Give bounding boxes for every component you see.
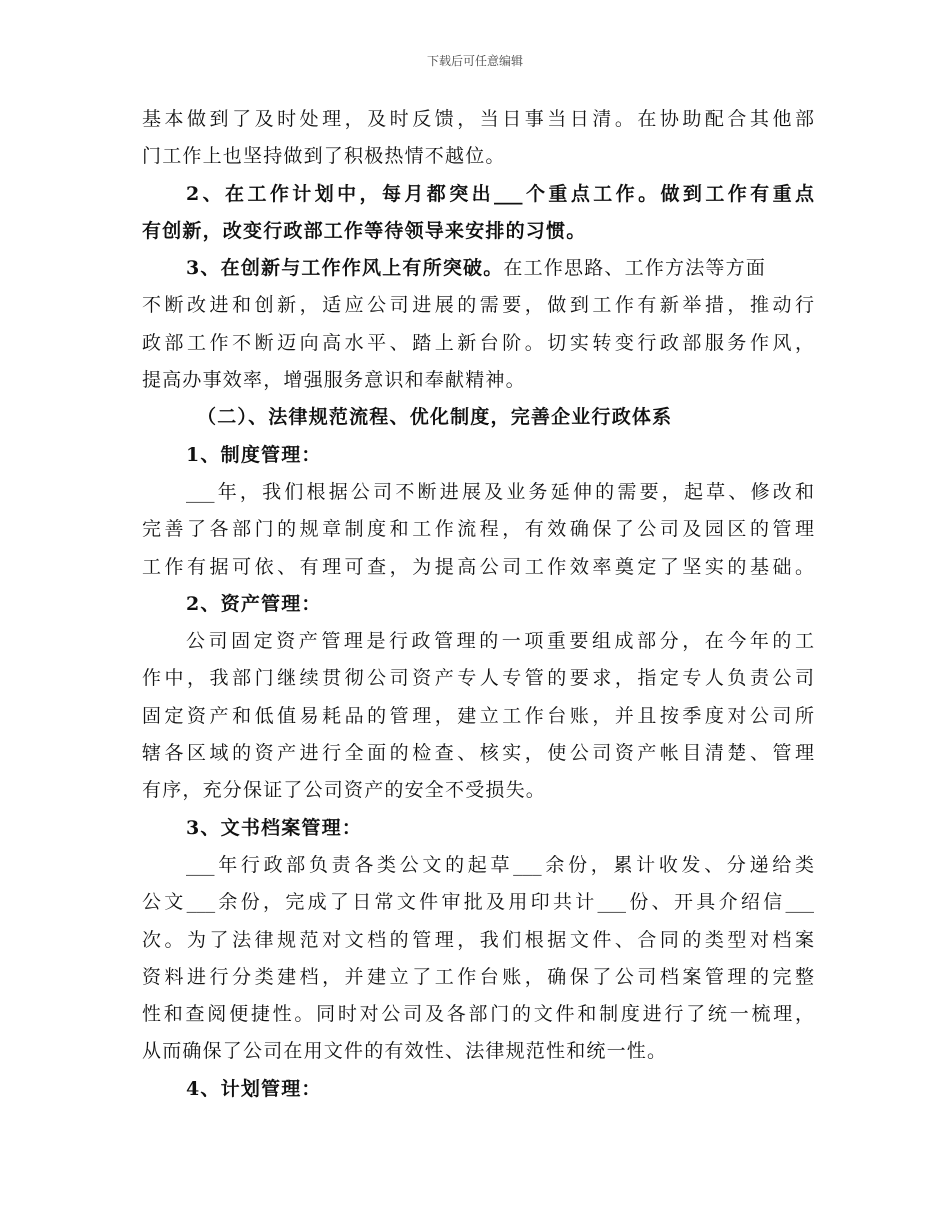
document-body [142,101,814,1108]
paragraph-line: 完善了各部门的规章制度和工作流程，有效确保了公司及园区的管理 [142,518,814,541]
section-heading: （二）、法律规范流程、优化制度，完善企业行政体系 [197,406,673,429]
bold-paragraph-line: 2、在工作计划中，每月都突出___个重点工作。做到工作有重点 [186,182,814,205]
subsection-heading: 2、资产管理： [186,592,322,615]
paragraph-line: 不断改进和创新，适应公司进展的需要，做到工作有新举措，推动行 [142,294,814,317]
paragraph-line: ___年行政部负责各类公文的起草___余份，累计收发、分递给类 [186,853,814,876]
subsection-heading: 4、计划管理： [186,1077,322,1100]
paragraph-line: 公司固定资产管理是行政管理的一项重要组成部分，在今年的工 [186,630,814,653]
bold-paragraph-line: 有创新，改变行政部工作等待领导来安排的习惯。 [142,219,587,242]
subsection-heading: 1、制度管理： [186,443,322,466]
paragraph-line: 从而确保了公司在用文件的有效性、法律规范性和统一性。 [142,1040,668,1063]
paragraph-line: 资料进行分类建档，并建立了工作台账，确保了公司档案管理的完整 [142,965,814,988]
paragraph-text: 在工作思路、工作方法等方面 [503,257,767,280]
mixed-paragraph-line [142,250,814,287]
paragraph-line: 提高办事效率，增强服务意识和奉献精神。 [142,369,526,392]
subsection-heading: 3、文书档案管理： [186,816,363,839]
paragraph-line: 次。为了法律规范对文档的管理，我们根据文件、合同的类型对档案 [142,928,814,951]
paragraph-line: 有序，充分保证了公司资产的安全不受损失。 [142,779,547,802]
paragraph-line: 门工作上也坚持做到了积极热情不越位。 [142,145,506,168]
paragraph-line: 政部工作不断迈向高水平、踏上新台阶。切实转变行政部服务作风， [142,331,814,354]
paragraph-line: 公文___余份，完成了日常文件审批及用印共计___份、开具介绍信___ [142,891,814,914]
paragraph-line: 辖各区域的资产进行全面的检查、核实，使公司资产帐目清楚、管理 [142,742,814,765]
paragraph-line: 基本做到了及时处理，及时反馈，当日事当日清。在协助配合其他部 [142,108,814,130]
page-header-note: 下载后可任意编辑 [426,54,523,68]
paragraph-line: 作中，我部门继续贯彻公司资产专人专管的要求，指定专人负责公司 [142,667,814,690]
bold-lead-text: 3、在创新与工作作风上有所突破。 [186,257,504,280]
paragraph-line: 性和查阅便捷性。同时对公司及各部门的文件和制度进行了统一梳理， [142,1003,814,1026]
paragraph-line: 工作有据可依、有理可查，为提高公司工作效率奠定了坚实的基础。 [142,555,814,578]
paragraph-line: ___年，我们根据公司不断进展及业务延伸的需要，起草、修改和 [186,480,814,503]
paragraph-line: 固定资产和低值易耗品的管理，建立工作台账，并且按季度对公司所 [142,704,814,727]
